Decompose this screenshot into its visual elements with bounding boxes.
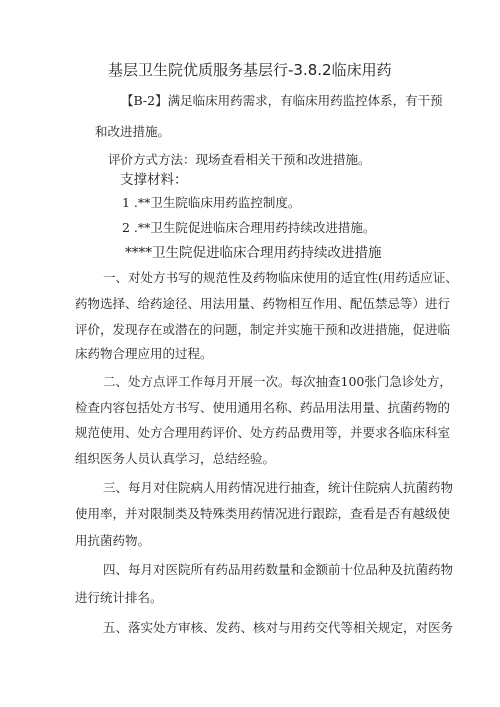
material-item-2: 2 .**卫生院促进临床合理用药持续改进措施。 (122, 220, 376, 235)
standard-line-1: 【B-2】满足临床用药需求，有临床用药监控体系，有干预 (121, 93, 443, 108)
paragraph-1-line-2: 药物选择、给药途径、用法用量、药物相互作用、配伍禁忌等）进行 (75, 296, 451, 311)
paragraph-5-line-1: 五、落实处方审核、发药、核对与用药交代等相关规定，对医务 (103, 620, 454, 635)
paragraph-1-line-4: 床药物合理应用的过程。 (75, 346, 213, 361)
paragraph-3-line-3: 用抗菌药物。 (75, 533, 151, 548)
paragraph-1-line-1: 一、对处方书写的规范性及药物临床使用的适宜性(用药适应证、 (103, 270, 458, 285)
evaluation-method: 评价方式方法：现场查看相关干预和改进措施。 (108, 152, 371, 167)
paragraph-2-line-3: 规范使用、处方合理用药评价、处方药品费用等，并要求各临床科室 (75, 425, 451, 440)
paragraph-2-line-2: 检查内容包括处方书写、使用通用名称、药品用法用量、抗菌药物的 (75, 400, 451, 415)
material-item-1: 1 .**卫生院临床用药监控制度。 (122, 195, 301, 210)
standard-line-2: 和改进措施。 (95, 124, 171, 139)
section-title: ****卫生院促进临床合理用药持续改进措施 (125, 245, 382, 261)
paragraph-2-line-1: 二、处方点评工作每月开展一次。每次抽查100张门急诊处方， (103, 374, 452, 389)
paragraph-3-line-2: 使用率，并对限制类及特殊类用药情况进行跟踪，查看是否有越级使 (75, 506, 451, 521)
support-heading: 支撑材料： (120, 172, 188, 188)
paragraph-3-line-1: 三、每月对住院病人用药情况进行抽查，统计住院病人抗菌药物 (103, 480, 454, 495)
page-title: 基层卫生院优质服务基层行-3.8.2临床用药 (108, 61, 392, 79)
paragraph-2-line-4: 组织医务人员认真学习，总结经验。 (75, 451, 276, 466)
paragraph-4-line-1: 四、每月对医院所有药品用药数量和金额前十位品种及抗菌药物 (103, 562, 454, 577)
paragraph-1-line-3: 评价，发现存在或潜在的问题，制定并实施干预和改进措施，促进临 (75, 322, 451, 337)
paragraph-4-line-2: 进行统计排名。 (75, 590, 163, 605)
